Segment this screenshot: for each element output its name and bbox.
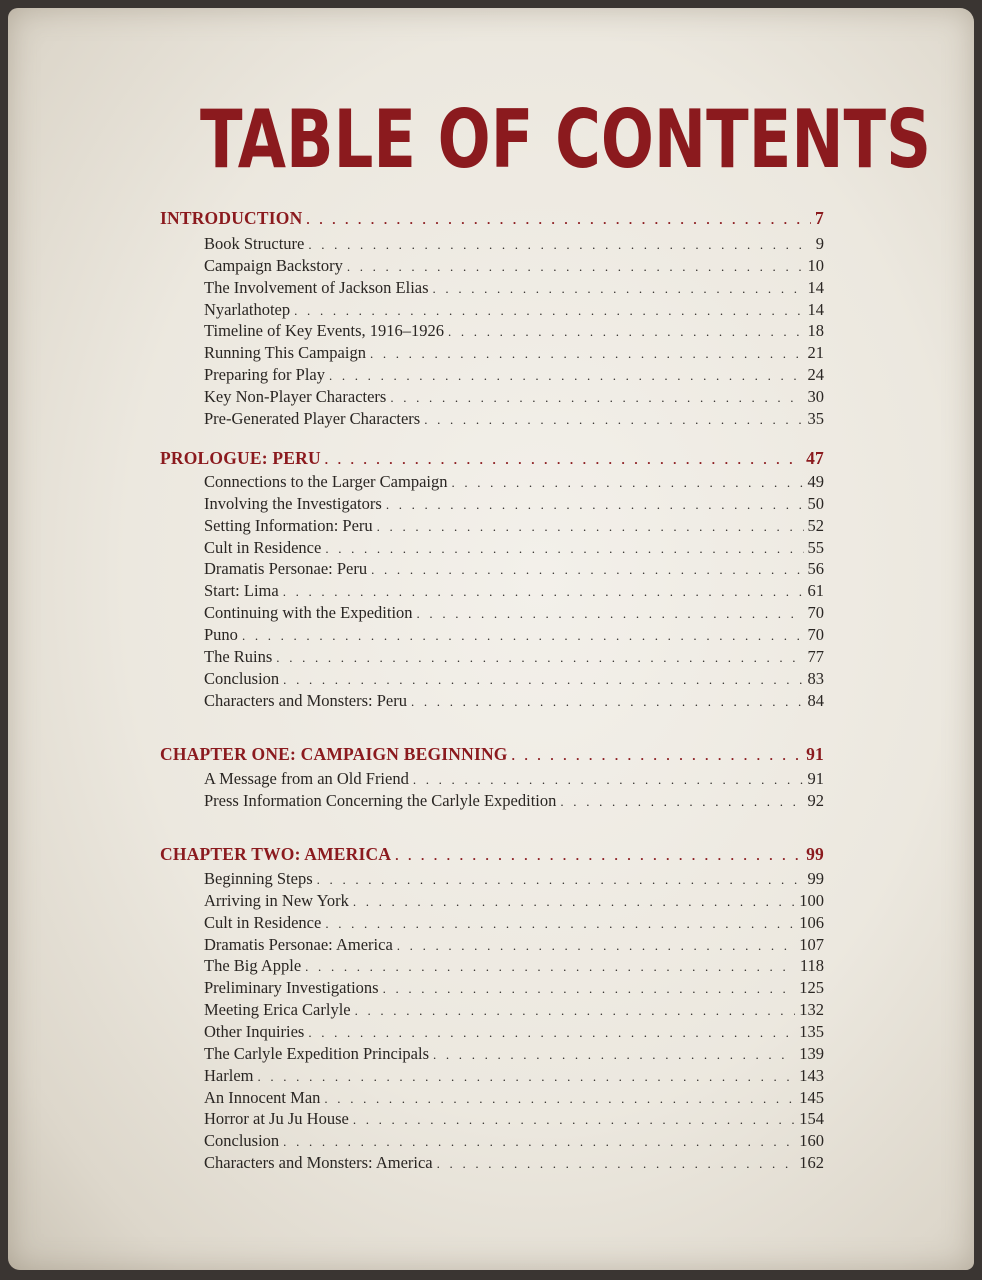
toc-entry-label: Pre-Generated Player Characters: [204, 408, 421, 428]
toc-entry-label: Campaign Backstory: [204, 255, 343, 275]
toc-entry-page: 21: [807, 343, 824, 363]
toc-entry-page: 145: [799, 1087, 824, 1107]
toc-entry-page: 160: [799, 1131, 824, 1151]
toc-entry-label: Setting Information: Peru: [204, 515, 373, 535]
toc-entry[interactable]: [204, 255, 824, 277]
toc-entry[interactable]: [204, 233, 824, 255]
dot-leader: [437, 1153, 796, 1175]
toc-entry-label: Timeline of Key Events, 1916–1926: [204, 321, 444, 341]
page-title: TABLE OF CONTENTS: [200, 93, 932, 186]
dot-leader: [242, 625, 804, 647]
toc-entry[interactable]: [204, 1130, 824, 1152]
toc-entry[interactable]: [204, 558, 824, 580]
dot-leader: [324, 1088, 795, 1110]
toc-entry[interactable]: [204, 515, 824, 537]
toc-entry-page: 106: [799, 912, 824, 932]
toc-entry-page: 55: [807, 537, 824, 557]
toc-entry-label: Connections to the Larger Campaign: [204, 472, 448, 491]
dot-leader: [383, 978, 796, 1000]
toc-entry[interactable]: [204, 624, 824, 646]
toc-entry[interactable]: [204, 408, 824, 430]
toc-entry-page: 61: [807, 581, 824, 601]
toc-entry-page: 30: [807, 387, 824, 406]
toc-heading-label: PROLOGUE: PERU: [160, 448, 321, 468]
toc-heading-label: CHAPTER ONE: CAMPAIGN BEGINNING: [160, 744, 508, 764]
toc-entry-page: 49: [807, 472, 824, 491]
dot-leader: [411, 691, 804, 713]
toc-entry[interactable]: [204, 999, 824, 1021]
toc-entry[interactable]: [204, 602, 824, 624]
toc-entry[interactable]: [204, 1021, 824, 1043]
toc-heading-page: 91: [806, 744, 824, 764]
toc-entry-page: 100: [799, 890, 824, 910]
toc-entry[interactable]: [204, 890, 824, 912]
toc-entry-label: Beginning Steps: [204, 869, 313, 888]
dot-leader: [283, 581, 804, 603]
toc-entry[interactable]: [204, 471, 824, 493]
dot-leader: [395, 845, 802, 867]
toc-entry-label: An Innocent Man: [204, 1087, 321, 1107]
toc-entry-label: Involving the Investigators: [204, 493, 382, 513]
toc-entry-label: Running This Campaign: [204, 343, 366, 363]
toc-entry[interactable]: [204, 342, 824, 364]
toc-entry-page: 56: [807, 559, 824, 579]
toc-entry-page: 91: [807, 769, 824, 788]
toc-entry[interactable]: [204, 1065, 824, 1087]
toc-entry-page: 99: [807, 869, 824, 888]
toc-entry-label: Conclusion: [204, 1131, 280, 1151]
toc-entry[interactable]: [204, 790, 824, 812]
toc-entry-label: Dramatis Personae: Peru: [204, 559, 368, 579]
dot-leader: [276, 647, 803, 669]
toc-entry-page: 10: [807, 255, 824, 275]
toc-entry-label: Meeting Erica Carlyle: [204, 1000, 351, 1020]
dot-leader: [347, 256, 804, 278]
toc-entry-page: 83: [807, 668, 824, 688]
toc-entry[interactable]: [204, 768, 824, 790]
toc-entry[interactable]: [204, 646, 824, 668]
toc-entry[interactable]: [204, 580, 824, 602]
dot-leader: [355, 1000, 796, 1022]
toc-heading-label: CHAPTER TWO: AMERICA: [160, 844, 392, 864]
toc-entry[interactable]: [204, 977, 824, 999]
dot-leader: [306, 209, 811, 231]
toc-entry-page: 162: [799, 1153, 824, 1172]
dot-leader: [451, 472, 803, 494]
toc-entry-label: Cult in Residence: [204, 912, 322, 932]
toc-heading-label: INTRODUCTION: [160, 208, 303, 228]
toc-entry-page: 107: [799, 934, 824, 954]
toc-entry-page: 135: [799, 1022, 824, 1041]
toc-entry[interactable]: [204, 668, 824, 690]
dot-leader: [448, 321, 804, 343]
toc-section-heading[interactable]: [160, 447, 824, 469]
dot-leader: [308, 234, 811, 256]
dot-leader: [308, 1022, 795, 1044]
dot-leader: [390, 387, 803, 409]
toc-entry-page: 92: [807, 790, 824, 810]
dot-leader: [294, 300, 803, 322]
dot-leader: [317, 869, 804, 891]
toc-entry-page: 70: [807, 625, 824, 644]
toc-entry-label: Dramatis Personae: America: [204, 934, 393, 954]
dot-leader: [329, 365, 804, 387]
toc-entry[interactable]: [204, 955, 824, 977]
toc-entry[interactable]: [204, 537, 824, 559]
toc-entry[interactable]: [204, 1108, 824, 1130]
toc-entry[interactable]: [204, 386, 824, 408]
toc-entry[interactable]: [204, 1152, 824, 1174]
dot-leader: [257, 1066, 795, 1088]
toc-entry-page: 125: [799, 978, 824, 998]
toc-entry[interactable]: [204, 493, 824, 515]
toc-entry-label: Cult in Residence: [204, 537, 322, 557]
dot-leader: [283, 669, 803, 691]
toc-entry-label: Characters and Monsters: America: [204, 1153, 433, 1172]
toc-entry-label: Characters and Monsters: Peru: [204, 690, 407, 710]
toc-entry-page: 24: [807, 365, 824, 385]
dot-leader: [370, 343, 804, 365]
dot-leader: [560, 791, 803, 813]
toc-entry[interactable]: [204, 912, 824, 934]
dot-leader: [353, 891, 795, 913]
toc-entry[interactable]: [204, 934, 824, 956]
toc-section-heading[interactable]: [160, 743, 824, 765]
toc-entry-page: 52: [807, 515, 824, 535]
dot-leader: [305, 956, 796, 978]
toc-entry-page: 9: [815, 234, 824, 253]
toc-entry-label: A Message from an Old Friend: [204, 769, 409, 788]
toc-entry[interactable]: [204, 364, 824, 386]
toc-entry-label: Harlem: [204, 1065, 254, 1085]
dot-leader: [512, 745, 802, 767]
dot-leader: [433, 1044, 795, 1066]
dot-leader: [325, 449, 802, 471]
toc-entry-label: The Ruins: [204, 646, 273, 666]
toc-entry-page: 35: [807, 408, 824, 428]
toc-section-heading[interactable]: [160, 207, 824, 229]
dot-leader: [371, 559, 803, 581]
dot-leader: [325, 538, 803, 560]
toc-entry[interactable]: [204, 320, 824, 342]
toc-heading-page: 7: [815, 208, 824, 228]
toc-entry[interactable]: [204, 277, 824, 299]
toc-entry-page: 50: [807, 493, 824, 513]
toc-entry-page: 84: [807, 690, 824, 710]
toc-entry-label: The Involvement of Jackson Elias: [204, 277, 429, 297]
dot-leader: [413, 769, 804, 791]
toc-entry[interactable]: [204, 868, 824, 890]
toc-entry-label: Preliminary Investigations: [204, 978, 379, 998]
toc-entry-label: Book Structure: [204, 234, 305, 253]
dot-leader: [417, 603, 804, 625]
dot-leader: [377, 516, 804, 538]
toc-entry-page: 14: [807, 277, 824, 297]
toc-entry-page: 143: [799, 1065, 824, 1085]
toc-entry[interactable]: [204, 690, 824, 712]
toc-entry-label: Horror at Ju Ju House: [204, 1109, 349, 1129]
toc-entry-page: 77: [807, 646, 824, 666]
toc-entry-label: Press Information Concerning the Carlyle Expedition: [204, 790, 557, 810]
toc-section-heading[interactable]: [160, 843, 824, 865]
toc-entry-label: Conclusion: [204, 668, 280, 688]
toc-heading-page: 99: [806, 844, 824, 864]
toc-entry-label: Arriving in New York: [204, 890, 349, 910]
toc-entry-page: 14: [807, 299, 824, 319]
toc-entry-label: Key Non-Player Characters: [204, 387, 387, 406]
dot-leader: [325, 913, 795, 935]
toc-entry-label: Continuing with the Expedition: [204, 603, 413, 623]
toc-heading-page: 47: [806, 448, 824, 468]
toc-entry-page: 154: [799, 1109, 824, 1129]
toc-entry-label: The Carlyle Expedition Principals: [204, 1043, 429, 1063]
toc-entry-label: Nyarlathotep: [204, 299, 291, 319]
toc-entry-label: The Big Apple: [204, 956, 302, 976]
toc-entry-label: Start: Lima: [204, 581, 279, 601]
toc-entry-page: 18: [807, 321, 824, 341]
toc-entry[interactable]: [204, 299, 824, 321]
toc-entry[interactable]: [204, 1087, 824, 1109]
toc-entry-label: Puno: [204, 625, 238, 644]
dot-leader: [283, 1131, 795, 1153]
dot-leader: [424, 409, 803, 431]
toc-entry[interactable]: [204, 1043, 824, 1065]
dot-leader: [353, 1109, 795, 1131]
toc-entry-label: Other Inquiries: [204, 1022, 305, 1041]
toc-entry-page: 139: [799, 1043, 824, 1063]
dot-leader: [386, 494, 804, 516]
dot-leader: [397, 935, 795, 957]
toc-entry-page: 118: [799, 956, 824, 976]
dot-leader: [433, 278, 804, 300]
toc-entry-page: 70: [807, 603, 824, 623]
toc-entry-page: 132: [799, 1000, 824, 1020]
toc-entry-label: Preparing for Play: [204, 365, 325, 385]
